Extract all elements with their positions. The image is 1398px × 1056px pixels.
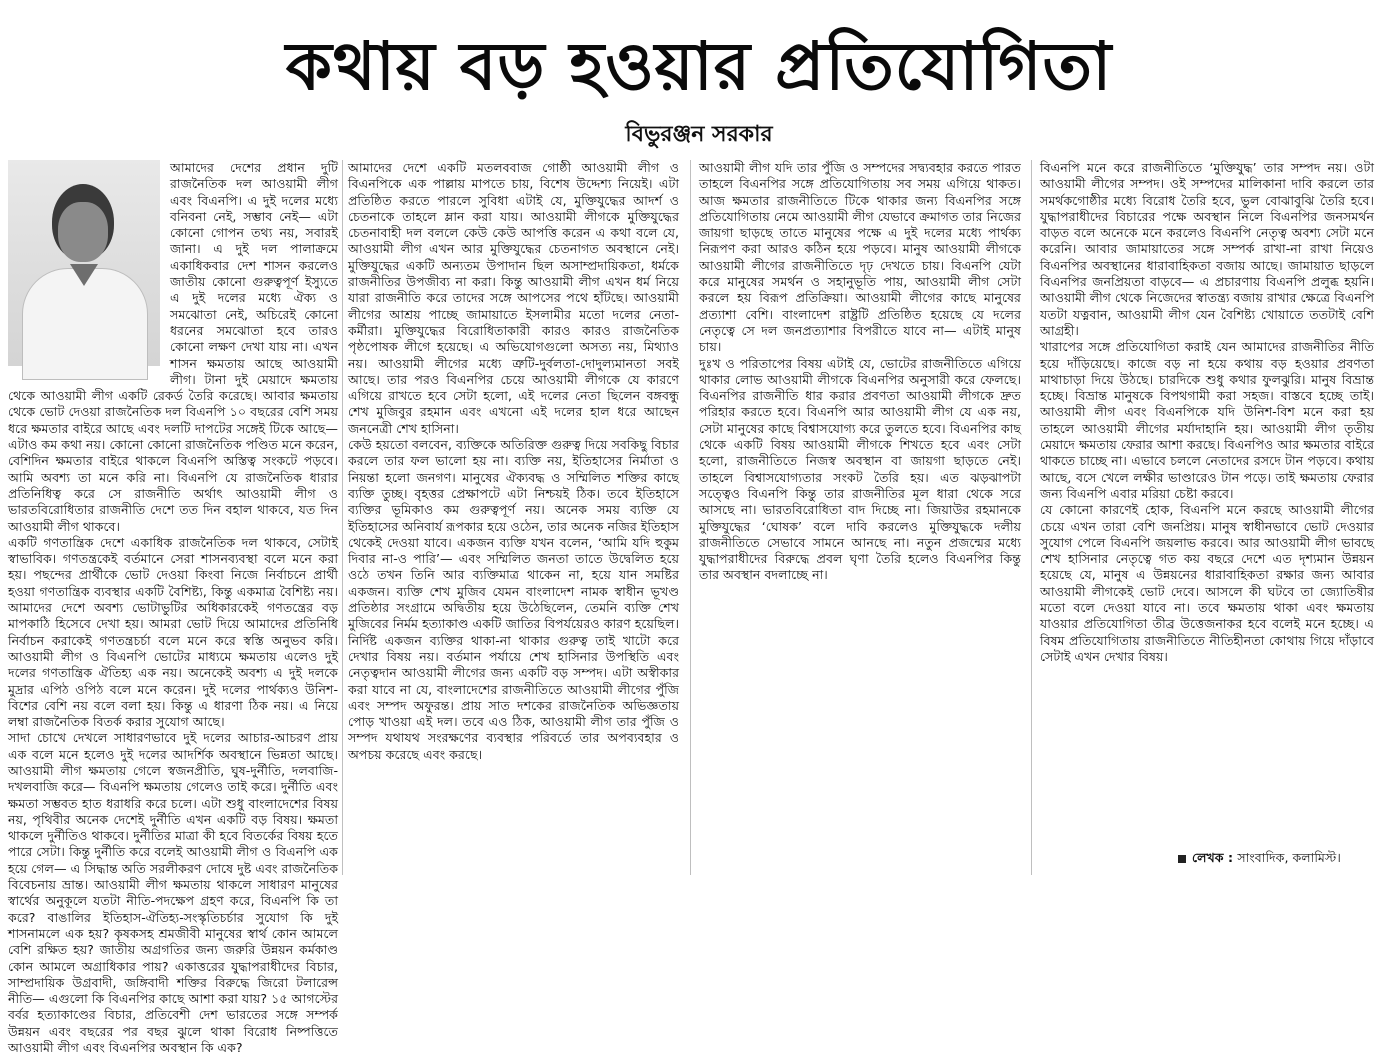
paragraph: একটি গণতান্ত্রিক দেশে একাধিক রাজনৈতিক দল থাকবে, সেটাই স্বাভাবিক। গণতন্ত্রকেই বর্তমানে সেরা শাসনব্যবস্থা বলে মনে করা হয়। পছন্দের প্রার্থীকে ভোট দেওয়া কিংবা নিজে নির্বাচনে প্রার্থী হওয়া গণতান্ত্রিক ব্যবস্থার একটি বৈশিষ্ট্য, কিন্তু একমাত্র বৈশিষ্ট্য নয়। আমাদের দেশে অবশ্য ভোটাভুটির অধিকারকেই গণতন্ত্রের বড় মাপকাঠি হিসেবে দেখা হয়। আমরা ভোট দিয়ে আমাদের প্রতিনিধি নির্বাচন করাকেই গণতন্ত্রচর্চা বলে মনে করে স্বস্তি অনুভব করি। আওয়ামী লীগ ও বিএনপি ভোটের মাধ্যমে ক্ষমতায় এলেও দুই দলের গণতান্ত্রিক ঐতিহ্য এক নয়। অনেকেই অবশ্য এ দুই দলকে মুদ্রার এপিঠ ওপিঠ বলে মনে করেন। দুই দলের পার্থক্যও উনিশ-বিশের বেশি নয় বলে বলা হয়। কিন্তু এ ধারণা ঠিক নয়। এ নিয়ে লম্বা রাজনৈতিক বিতর্ক করার সুযোগ আছে। bbox=[8, 534, 338, 730]
author-photo bbox=[8, 160, 170, 376]
paragraph: সাদা চোখে দেখলে সাধারণভাবে দুই দলের আচার-আচরণ প্রায় এক বলে মনে হলেও দুই দলের আদর্শিক অবস্থানে ভিন্নতা আছে। আওয়ামী লীগ ক্ষমতায় গেলে স্বজনপ্রীতি, ঘুষ-দুর্নীতি, দলবাজি-দখলবাজি করে— বিএনপি ক্ষমতায় গেলেও তাই করে। দুর্নীতি এবং ক্ষমতা সম্ভবত হাত ধরাধরি করে চলে। এটা শুধু বাংলাদেশের বিষয় নয়, পৃথিবীর অনেক দেশেই দুর্নীতি এখন একটি বড় বিষয়। ক্ষমতা থাকলে দুর্নীতিও থাকবে। দুর্নীতির মাত্রা কী হবে বিতর্কের বিষয় হতে পারে সেটা। কিন্তু দুর্নীতি করে বলেই আওয়ামী লীগ ও বিএনপি এক হয়ে গেল— এ সিদ্ধান্ত অতি সরলীকরণ দোষে দুষ্ট এবং রাজনৈতিক বিবেচনায় ভ্রান্ত। আওয়ামী লীগ ক্ষমতায় থাকলে সাধারণ মানুষের স্বার্থের অনুকূলে যতটা নীতি-পদক্ষেপ গ্রহণ করে, বিএনপি কি তা করে? বাঙালির ইতিহাস-ঐতিহ্য-সংস্কৃতিচর্চার সুযোগ কি দুই শাসনামলে এক হয়? কৃষকসহ শ্রমজীবী মানুষের স্বার্থ কোন আমলে বেশি রক্ষিত হয়? জাতীয় অগ্রগতির জন্য জরুরি উন্নয়ন কর্মকাণ্ড কোন আমলে অগ্রাধিকার পায়? একাত্তরের যুদ্ধাপরাধীদের বিচার, সাম্প্রদায়িক উগ্রবাদী, জঙ্গিবাদী শক্তির বিরুদ্ধে জিরো টলারেন্স নীতি— এগুলো কি বিএনপির কাছে আশা করা যায়? ১৫ আগস্টের বর্বর হত্যাকাণ্ডের বিচার, প্রতিবেশী দেশ ভারতের সঙ্গে সম্পর্ক উন্নয়ন এবং বছরের পর বছর ঝুলে থাকা বিরোধ নিষ্পত্তিতে আওয়ামী লীগ এবং বিএনপির অবস্থান কি এক? bbox=[8, 730, 338, 1056]
paragraph: খারাপের সঙ্গে প্রতিযোগিতা করাই যেন আমাদের রাজনীতির নীতি হয়ে দাঁড়িয়েছে। কাজে বড় না হয়ে কথায় বড় হওয়ার প্রবণতা মাথাচাড়া দিয়ে উঠছে। চারদিকে শুধু কথার ফুলঝুরি। মানুষ বিভ্রান্ত হচ্ছে। বিভ্রান্ত মানুষকে বিপথগামী করা সহজ। বাস্তবে হচ্ছে তাই। আওয়ামী লীগ এবং বিএনপিকে যদি উনিশ-বিশ মনে করা হয় তাহলে আওয়ামী লীগের মর্যাদাহানি হয়। আওয়ামী লীগ তৃতীয় মেয়াদে ক্ষমতায় ফেরার আশা করছে। বিএনপিও আর ক্ষমতার বাইরে থাকতে চাচ্ছে না। এভাবে চললে নেতাদের রসদে টান পড়বে। কথায় আছে, বসে খেলে লক্ষীর ভাণ্ডারেও টান পড়ে। তাই ক্ষমতায় ফেরার জন্য বিএনপি এবার মরিয়া চেষ্টা করবে। bbox=[1040, 339, 1374, 501]
paragraph: আওয়ামী লীগ যদি তার পুঁজি ও সম্পদের সদ্ব্যবহার করতে পারত তাহলে বিএনপির সঙ্গে প্রতিযোগিতায় সব সময় এগিয়ে থাকত। আজ ক্ষমতার রাজনীতিতে টিকে থাকার জন্য বিএনপির সঙ্গে প্রতিযোগিতায় নেমে আওয়ামী লীগ যেভাবে ক্রমাগত তার নিজের জায়গা ছাড়ছে তাতে মানুষের পক্ষে এ দুই দলের মধ্যে পার্থক্য নিরূপণ করা আরও কঠিন হয়ে পড়বে। মানুষ আওয়ামী লীগকে আওয়ামী লীগের রাজনীতিতে দৃঢ় দেখতে চায়। বিএনপি যেটা করে মানুষের সমর্থন ও সহানুভূতি পায়, আওয়ামী লীগ সেটা করলে হয় বিরূপ প্রতিক্রিয়া। আওয়ামী লীগের কাছে মানুষের প্রত্যাশা বেশি। বাংলাদেশ রাষ্ট্রটি প্রতিষ্ঠিত হয়েছে যে দলের নেতৃত্বে সে দল জনপ্রত্যাশার বিপরীতে যাবে না— এটাই মানুষ চায়। bbox=[699, 160, 1021, 355]
article-column-2 bbox=[348, 160, 679, 875]
author-note-text: সাংবাদিক, কলামিস্ট। bbox=[1237, 850, 1341, 865]
article-title: কথায় বড় হওয়ার প্রতিযোগিতা bbox=[285, 27, 1113, 105]
square-bullet-icon bbox=[1178, 855, 1186, 863]
paragraph: কেউ হয়তো বলবেন, ব্যক্তিকে অতিরিক্ত গুরুত্ব দিয়ে সবকিছু বিচার করলে তার ফল ভালো হয় না। ব্যক্তি নয়, ইতিহাসের নির্মাতা ও নিয়ন্তা হলো জনগণ। মানুষের ঐক্যবদ্ধ ও সম্মিলিত শক্তির কাছে ব্যক্তি তুচ্ছ। বৃহত্তর প্রেক্ষাপটে এটা নিশ্চয়ই ঠিক। তবে ইতিহাসে ব্যক্তির ভূমিকাও কম গুরুত্বপূর্ণ নয়। অনেক সময় ব্যক্তি যে ইতিহাসের অনিবার্য রূপকার হয়ে ওঠেন, তার অনেক নজির ইতিহাস থেকেই দেওয়া যাবে। একজন ব্যক্তি যখন বলেন, ‘আমি যদি হুকুম দিবার না-ও পারি’— এবং সম্মিলিত জনতা তাতে উদ্বেলিত হয়ে ওঠে তখন তিনি আর ব্যক্তিমাত্র থাকেন না, হয়ে যান সমষ্টির একজন। ব্যক্তি শেখ মুজিব যেমন বাংলাদেশ নামক স্বাধীন ভূখণ্ড প্রতিষ্ঠার সংগ্রামে অদ্বিতীয় হয়ে উঠেছিলেন, তেমনি ব্যক্তি শেখ মুজিবের নির্মম হত্যাকাণ্ড একটি জাতির বিপর্যয়েরও কারণ হয়েছিল। নির্দিষ্ট একজন ব্যক্তির থাকা-না থাকার গুরুত্ব তাই খাটো করে দেখার বিষয় নয়। বর্তমান পর্যায়ে শেখ হাসিনার উপস্থিতি এবং নেতৃত্বদান আওয়ামী লীগের জন্য একটি বড় সম্পদ। এটা অস্বীকার করা যাবে না যে, বাংলাদেশের রাজনীতিতে আওয়ামী লীগের পুঁজি এবং সম্পদ অফুরন্ত। প্রায় সাত দশকের রাজনৈতিক অভিজ্ঞতায় পোড় খাওয়া এই দল। তবে এও ঠিক, আওয়ামী লীগ তার পুঁজি ও সম্পদ যথাযথ সংরক্ষণের ব্যবস্থার পরিবর্তে তার অপব্যবহার ও অপচয় করেছে এবং করছে। bbox=[348, 437, 679, 762]
paragraph: বিএনপি মনে করে রাজনীতিতে ‘মুক্তিযুদ্ধ’ তার সম্পদ নয়। ওটা আওয়ামী লীগের সম্পদ। ওই সম্পদের মালিকানা দাবি করলে তার সমর্থকগোষ্ঠীর মধ্যে বিরোধ তৈরি হবে, ভুল বোঝাবুঝি তৈরি হবে। যুদ্ধাপরাধীদের বিচারের পক্ষে অবস্থান নিলে বিএনপির জনসমর্থন বাড়ত বলে অনেকে মনে করলেও বিএনপি নেতৃত্ব অবশ্য সেটা মনে করেনি। আবার জামায়াতের সঙ্গে সম্পর্ক রাখা-না রাখা নিয়েও বিএনপির অবস্থানের ধারাবাহিকতা বজায় আছে। জামায়াত ছাড়লে বিএনপির জনপ্রিয়তা বাড়বে— এ প্রচারণায় বিএনপি প্রলুব্ধ হয়নি। আওয়ামী লীগ থেকে নিজেদের স্বাতন্ত্র্য বজায় রাখার ক্ষেত্রে বিএনপি যতটা যত্নবান, আওয়ামী লীগ যেন বৈশিষ্ট্য খোয়াতে ততটাই বেশি আগ্রহী। bbox=[1040, 160, 1374, 338]
top-rule bbox=[0, 0, 1398, 6]
author-note bbox=[1178, 849, 1341, 867]
paragraph: আমাদের দেশের প্রধান দুটি রাজনৈতিক দল আওয়ামী লীগ এবং বিএনপি। এ দুই দলের মধ্যে বনিবনা নেই, সম্ভাব নেই— এটা কোনো গোপন তথ্য নয়, সবারই জানা। এ দুই দল পালাক্রমে একাধিকবার দেশ শাসন করলেও জাতীয় কোনো গুরুত্বপূর্ণ ইস্যুতে এ দুই দলের মধ্যে ঐক্য ও সমঝোতা নেই, অচিরেই কোনো ধরনের সমঝোতা হবে তারও কোনো লক্ষণ দেখা যায় না। এখন শাসন ক্ষমতায় আছে আওয়ামী লীগ। টানা দুই মেয়াদে ক্ষমতায় থেকে আওয়ামী লীগ একটি রেকর্ড তৈরি করেছে। আবার ক্ষমতায় থেকে ভোট দেওয়া রাজনৈতিক দল বিএনপি ১০ বছরের বেশি সময় ধরে ক্ষমতার বাইরে আছে এবং দলটি দাপটের সঙ্গেই টিকে আছে— এটাও কম কথা নয়। কোনো কোনো রাজনৈতিক পণ্ডিত মনে করেন, বেশিদিন ক্ষমতার বাইরে থাকলে বিএনপি অস্তিত্ব সংকটে পড়বে। আমি অবশ্য তা মনে করি না। বিএনপি যে রাজনৈতিক ধারার প্রতিনিধিত্ব করে সে রাজনীতি অর্থাৎ আওয়ামী লীগ ও ভারতবিরোধিতার রাজনীতি দেশে তত দিন বহাল থাকবে, যত দিন আওয়ামী লীগ থাকবে। bbox=[8, 160, 338, 534]
author-byline: বিভুরঞ্জন সরকার bbox=[625, 122, 773, 147]
article-column-1 bbox=[8, 160, 338, 1056]
article-column-3 bbox=[699, 160, 1021, 870]
column-rule bbox=[690, 160, 691, 875]
article-column-4 bbox=[1040, 160, 1374, 860]
paragraph: যে কোনো কারণেই হোক, বিএনপি মনে করছে আওয়ামী লীগের চেয়ে এখন তারা বেশি জনপ্রিয়। মানুষ স্বাধীনভাবে ভোট দেওয়ার সুযোগ পেলে বিএনপি জয়লাভ করবে। আর আওয়ামী লীগ ভাবছে শেখ হাসিনার নেতৃত্বে গত কয় বছরে দেশে এত দৃশ্যমান উন্নয়ন হয়েছে যে, মানুষ এ উন্নয়নের ধারাবাহিকতা রক্ষার জন্য আবার আওয়ামী লীগকেই ভোট দেবে। আসলে কী ঘটবে তা জ্যোতিষীর মতো বলে দেওয়া যাবে না। তবে ক্ষমতায় থাকা এবং ক্ষমতায় যাওয়ার প্রতিযোগিতা তীব্র উত্তেজনাকর হবে বলেই মনে হচ্ছে। এ বিষম প্রতিযোগিতায় রাজনীতিতে নীতিহীনতা কোথায় গিয়ে দাঁড়াবে সেটাই এখন দেখার বিষয়। bbox=[1040, 502, 1374, 664]
column-rule bbox=[1031, 160, 1032, 875]
paragraph: আমাদের দেশে একটি মতলববাজ গোষ্ঠী আওয়ামী লীগ ও বিএনপিকে এক পাল্লায় মাপতে চায়, বিশেষ উদ্দেশ্য নিয়েই। এটা প্রতিষ্ঠিত করতে পারলে সুবিধা এটাই যে, মুক্তিযুদ্ধের আদর্শ ও চেতনাকে তাহলে ম্লান করা যায়। আওয়ামী লীগকে মুক্তিযুদ্ধের চেতনাবাহী দল বললে কেউ কেউ আপত্তি করেন এ কথা বলে যে, আওয়ামী লীগ এখন আর মুক্তিযুদ্ধের চেতনাগত অবস্থানে নেই। মুক্তিযুদ্ধের একটি অন্যতম উপাদান ছিল অসাম্প্রদায়িকতা, ধর্মকে রাজনীতির উপজীব্য না করা। কিন্তু আওয়ামী লীগ এখন ধর্ম নিয়ে যারা রাজনীতি করে তাদের সঙ্গে আপসের পথে হাঁটছে। আওয়ামী লীগের আশ্রয় পাচ্ছে জামায়াতে ইসলামীর মতো দলের নেতা-কর্মীরা। মুক্তিযুদ্ধের বিরোধিতাকারী কারও কারও রাজনৈতিক পৃষ্ঠপোষক লীগে হয়েছে। এ অভিযোগগুলো অসত্য নয়, মিথ্যাও নয়। আওয়ামী লীগের মধ্যে ত্রুটি-দুর্বলতা-দোদুল্যমানতা সবই আছে। তার পরও বিএনপির চেয়ে আওয়ামী লীগকে যে কারণে এগিয়ে রাখতে হবে সেটা হলো, এই দলের নেতা ছিলেন বঙ্গবন্ধু শেখ মুজিবুর রহমান এবং এখনো এই দলের হাল ধরে আছেন জননেত্রী শেখ হাসিনা। bbox=[348, 160, 679, 436]
column-rule bbox=[342, 160, 343, 875]
author-portrait-image bbox=[8, 160, 160, 366]
author-note-label: লেখক : bbox=[1192, 850, 1233, 865]
paragraph: দুঃখ ও পরিতাপের বিষয় এটাই যে, ভোটের রাজনীতিতে এগিয়ে থাকার লোভ আওয়ামী লীগকে বিএনপির অনুসারী করে ফেলছে। বিএনপির রাজনীতি ধার করার প্রবণতা আওয়ামী লীগকে দ্রুত পরিহার করতে হবে। বিএনপি আর আওয়ামী লীগ যে এক নয়, সেটা মানুষের কাছে বিশ্বাসযোগ্য করে তুলতে হবে। বিএনপির কাছ থেকে একটি বিষয় আওয়ামী লীগকে শিখতে হবে এবং সেটা হলো, রাজনীতিতে নিজস্ব অবস্থান বা জায়গা ছাড়তে নেই। তাহলে বিশ্বাসযোগ্যতার সংকট তৈরি হয়। এত ঝড়ঝাপটা সত্ত্বেও বিএনপি কিন্তু তার রাজনীতির মূল ধারা থেকে সরে আসছে না। ভারতবিরোধিতা বাদ দিচ্ছে না। জিয়াউর রহমানকে মুক্তিযুদ্ধের ‘ঘোষক’ বলে দাবি করলেও মুক্তিযুদ্ধকে দলীয় রাজনীতিতে সেভাবে সামনে আনছে না। নতুন প্রজন্মের মধ্যে যুদ্ধাপরাধীদের বিরুদ্ধে প্রবল ঘৃণা তৈরি হলেও বিএনপির কিন্তু তার অবস্থান বদলাচ্ছে না। bbox=[699, 355, 1021, 583]
